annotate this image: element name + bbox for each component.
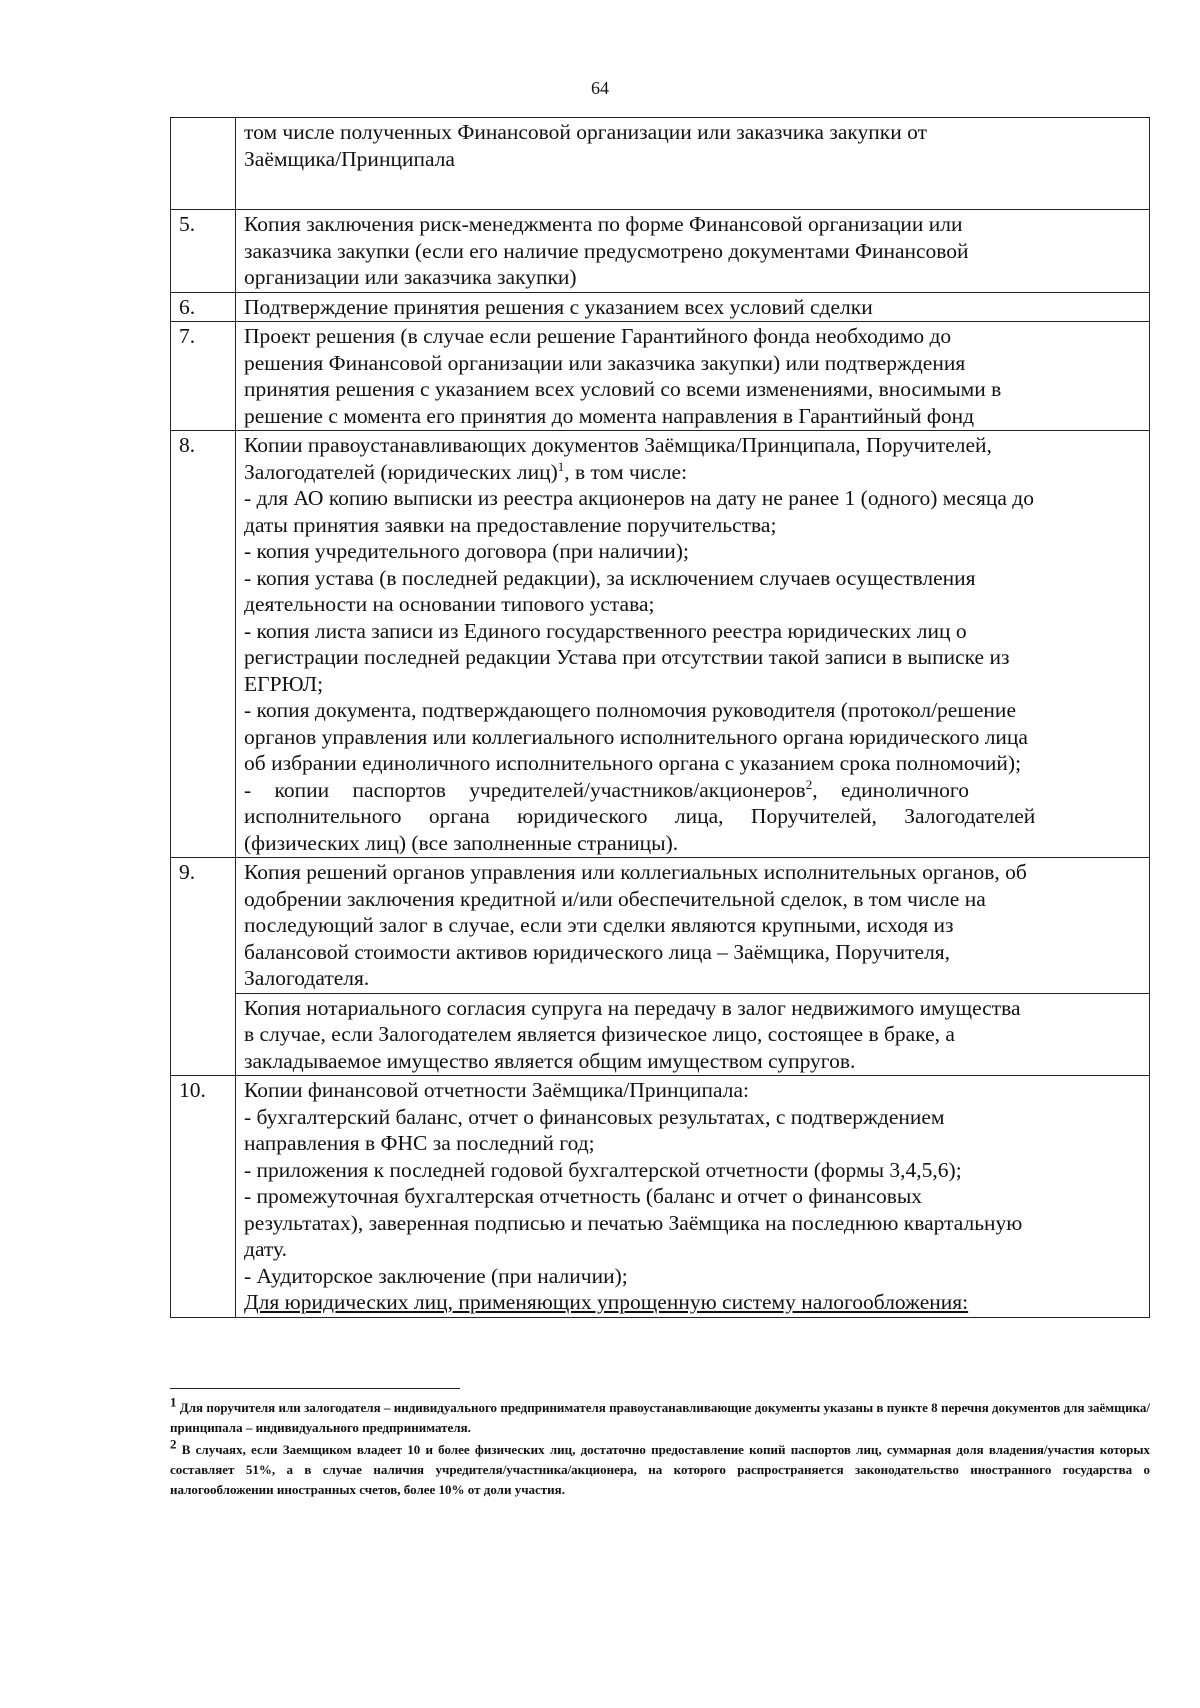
- row-text: [236, 210, 1150, 293]
- text-line: в случае, если Залогодателем является физическое лицо, состоящее в браке, а: [244, 1022, 955, 1046]
- text-line: последующий залог в случае, если эти сделки являются крупными, исходя из: [244, 913, 954, 937]
- text-line: балансовой стоимости активов юридического лица – Заёмщика, Поручителя,: [244, 939, 951, 964]
- documents-table: [170, 117, 1150, 1318]
- footnote-ref: 2: [805, 776, 813, 792]
- text-line: организации или заказчика закупки): [244, 265, 577, 289]
- text-line: Подтверждение принятия решения с указанием всех условий сделки: [244, 294, 873, 319]
- text-line: органов управления или коллегиального исполнительного органа юридического лица: [244, 724, 1028, 749]
- text-line: закладываемое имущество является общим имуществом супругов.: [244, 1048, 856, 1073]
- text-line: принятия решения с указанием всех условий со всеми изменениями, вносимыми в: [244, 377, 1002, 401]
- row-text: [236, 431, 1150, 858]
- text-line: деятельности на основании типового устава;: [244, 592, 655, 616]
- text-fragment: , в том числе:: [564, 459, 688, 484]
- footnote-1: [170, 1394, 1150, 1438]
- row-text: [236, 858, 1150, 994]
- text-line: Для юридических лиц, применяющих упрощенную систему налогообложения:: [244, 1290, 969, 1314]
- row-number: 8.: [171, 431, 236, 858]
- text-line: Проект решения (в случае если решение Гарантийного фонда необходимо до: [244, 324, 952, 348]
- row-text: [236, 292, 1150, 322]
- table-row: [171, 210, 1150, 293]
- table-row: [171, 322, 1150, 431]
- text-fragment: - копии паспортов учредителей/участников/акционеров: [244, 777, 806, 802]
- footnote-mark: 2: [170, 1436, 177, 1452]
- text-line: Копия решений органов управления или коллегиальных исполнительных органов, об: [244, 860, 1027, 884]
- text-line: - приложения к последней годовой бухгалтерской отчетности (формы 3,4,5,6);: [244, 1157, 962, 1182]
- text-line: - копия устава (в последней редакции), за исключением случаев осуществления: [244, 565, 976, 590]
- row-text: [236, 322, 1150, 431]
- text-line: Копия нотариального согласия супруга на передачу в залог недвижимого имущества: [244, 995, 1021, 1020]
- text-line: - для АО копию выписки из реестра акционеров на дату не ранее 1 (одного) месяца до: [244, 486, 1034, 510]
- footnote-text: Для поручителя или залогодателя – индивидуального предпринимателя правоустанавливающие документы указаны в пункте 8 перечня документов для заёмщика/принципала – индивидуального предпринимателя.: [170, 1400, 1150, 1435]
- text-line: - Аудиторское заключение (при наличии);: [244, 1263, 628, 1288]
- text-line: решения Финансовой организации или заказчика закупки) или подтверждения: [244, 350, 966, 375]
- text-line: дату.: [244, 1237, 288, 1261]
- row-text: [236, 118, 1150, 210]
- text-line: - промежуточная бухгалтерская отчетность (баланс и отчет о финансовых: [244, 1184, 923, 1208]
- text-line: исполнительного органа юридического лица, Поручителей, Залогодателей: [244, 804, 1036, 828]
- footnote-ref: 1: [557, 458, 565, 474]
- row-number: 9.: [171, 858, 236, 1076]
- text-line: - копия учредительного договора (при наличии);: [244, 539, 689, 563]
- text-line: Копия заключения риск-менеджмента по форме Финансовой организации или: [244, 212, 963, 236]
- text-line: - копия документа, подтверждающего полномочия руководителя (протокол/решение: [244, 698, 1016, 722]
- footnote-mark: 1: [170, 1394, 177, 1410]
- text-line: ЕГРЮЛ;: [244, 671, 324, 696]
- row-number: [171, 118, 236, 210]
- text-line: решение с момента его принятия до момента направления в Гарантийный фонд: [244, 403, 975, 428]
- text-line: Копии финансовой отчетности Заёмщика/Принципала:: [244, 1078, 749, 1102]
- row-text: [236, 1076, 1150, 1318]
- table-row: [171, 118, 1150, 210]
- row-number: 10.: [171, 1076, 236, 1318]
- text-line: Копии правоустанавливающих документов Заёмщика/Принципала, Поручителей,: [244, 433, 992, 457]
- text-fragment: Залогодателей (юридических лиц): [244, 459, 558, 484]
- footnote-2: [170, 1436, 1150, 1500]
- footnote-text: В случаях, если Заемщиком владеет 10 и более физических лиц, достаточно предоставление копий паспортов лиц, суммарная доля владения/участия которых составляет 51%, а в случае наличия учредителя/участника/акционера, на которого распространяется законодательство иностранного государства о налогообложении иностранных счетов, более 10% от доли участия.: [170, 1442, 1150, 1497]
- text-line: даты принятия заявки на предоставление поручительства;: [244, 512, 777, 537]
- row-number: 7.: [171, 322, 236, 431]
- table-row: [171, 292, 1150, 322]
- text-line: заказчика закупки (если его наличие предусмотрено документами Финансовой: [244, 238, 969, 263]
- text-line: об избрании единоличного исполнительного органа с указанием срока полномочий);: [244, 751, 1022, 775]
- text-line: направления в ФНС за последний год;: [244, 1131, 595, 1155]
- text-line: регистрации последней редакции Устава при отсутствии такой записи в выписке из: [244, 645, 1010, 669]
- table-row: [171, 858, 1150, 994]
- text-line: Залогодателя.: [244, 966, 370, 990]
- text-line: - копия листа записи из Единого государственного реестра юридических лиц о: [244, 618, 967, 643]
- text-line: одобрении заключения кредитной и/или обеспечительной сделок, в том числе на: [244, 886, 986, 911]
- text-line: (физических лиц) (все заполненные страницы).: [244, 830, 679, 855]
- text-line: - бухгалтерский баланс, отчет о финансовых результатах, с подтверждением: [244, 1104, 945, 1129]
- page-number: 64: [591, 78, 609, 98]
- text-fragment: , единоличного: [812, 777, 969, 802]
- table-row: [171, 1076, 1150, 1318]
- table-row: [171, 993, 1150, 1076]
- row-text: [236, 993, 1150, 1076]
- text-line: Заёмщика/Принципала: [244, 146, 455, 171]
- footnote-separator: [170, 1388, 460, 1389]
- row-number: 6.: [171, 292, 236, 322]
- row-number: 5.: [171, 210, 236, 293]
- table-row: [171, 431, 1150, 858]
- text-line: [244, 459, 1141, 486]
- text-line: [244, 777, 1141, 804]
- text-line: том числе полученных Финансовой организации или заказчика закупки от: [244, 120, 927, 144]
- text-line: результатах), заверенная подписью и печатью Заёмщика на последнюю квартальную: [244, 1210, 1023, 1235]
